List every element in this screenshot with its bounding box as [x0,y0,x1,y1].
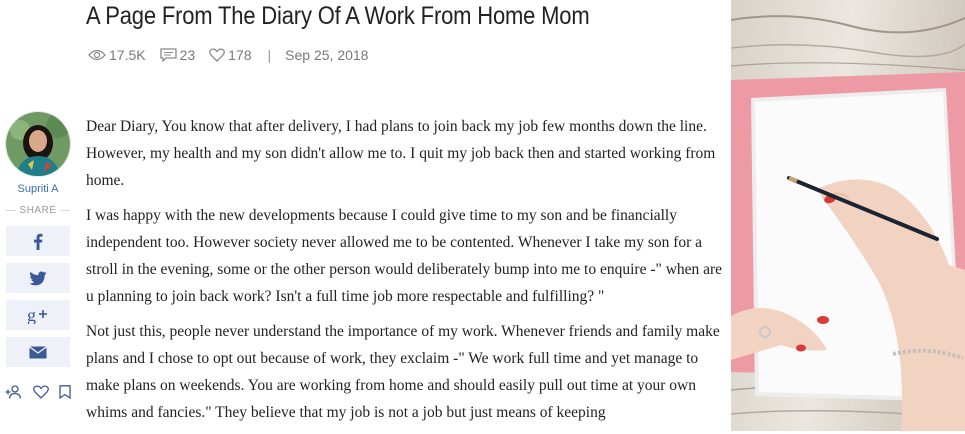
google-plus-icon [27,306,49,324]
avatar[interactable] [5,111,71,177]
post-actions [5,385,71,399]
likes-stat[interactable] [209,47,251,63]
comment-icon [160,48,177,62]
bookmark-icon[interactable] [59,385,71,399]
email-share-button[interactable] [6,337,70,367]
meta-separator: | [267,47,272,63]
comments-count: 23 [179,47,196,63]
article-title: A Page From The Diary Of A Work From Home Mom [86,2,590,30]
article-meta [88,45,368,65]
publish-date: Sep 25, 2018 [285,47,369,63]
views-count: 17.5K [109,47,146,63]
article-body [86,113,731,434]
comments-stat[interactable] [160,47,196,63]
views-stat [88,47,146,63]
article-paragraph: Dear Diary, You know that after delivery, I had plans to join back my job few months down the line. However, my health and my son didn't allow me to. I quit my job back then and started working from home. [86,118,716,189]
facebook-share-button[interactable] [6,226,70,256]
twitter-share-button[interactable] [6,263,70,293]
google-plus-share-button[interactable] [6,300,70,330]
share-label: SHARE [6,205,70,216]
email-icon [29,346,47,359]
svg-text:g: g [27,306,36,324]
eye-icon [88,49,106,61]
twitter-icon [29,271,47,286]
likes-count: 178 [228,47,252,63]
follow-icon[interactable] [5,385,23,399]
author-block [5,111,71,195]
facebook-icon [33,233,43,250]
article-paragraph: Not just this, people never understand the importance of my work. Whenever friends and family make plans and I chose to opt out because of work, they exclaim -" We work full time and yet manage to make plans on weekends. You are working from home and should easily pull out time at your own whims and fancies." They believe that my job is not a job but just means of keeping [86,323,720,421]
article-cover-image [731,0,965,431]
heart-icon [209,48,225,62]
author-name[interactable]: Supriti A [17,183,59,195]
heart-icon[interactable] [33,385,49,399]
article-paragraph: I was happy with the new developments because I could give time to my son and be financially independent too. However society never allowed me to be contented. Whenever I take my son for a stroll in the evening, some or the other person would deliberately bump into me to enquire -" when are u planning to join back work? Isn't a full time job more respectable and fulfilling? " [86,207,723,305]
